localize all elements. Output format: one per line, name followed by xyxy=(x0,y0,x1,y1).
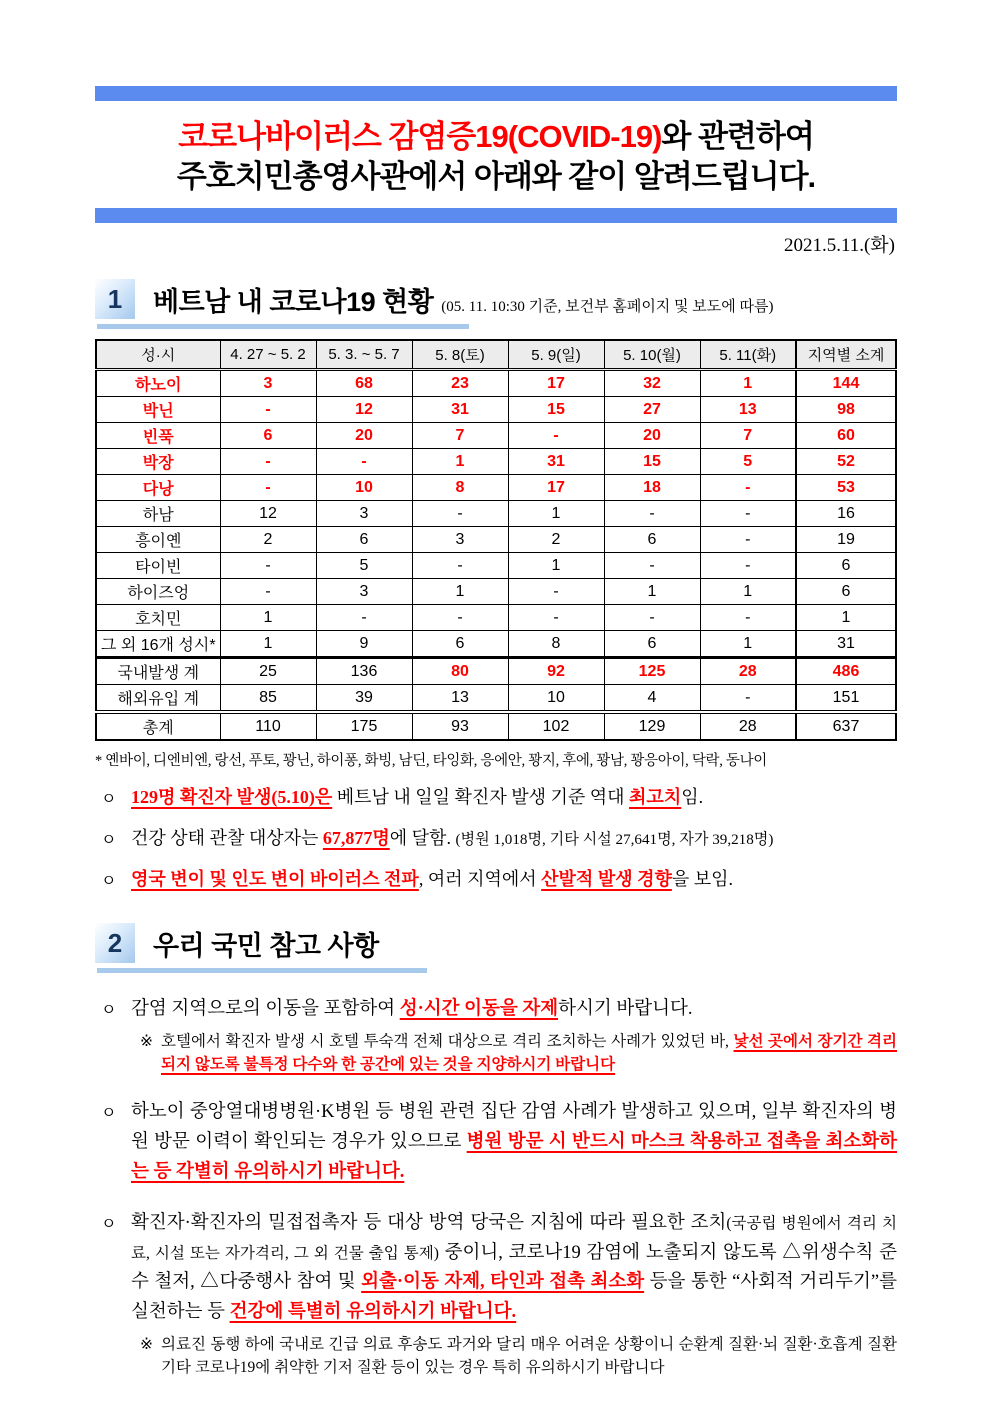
value-cell: 3 xyxy=(220,370,316,397)
region-label-cell: 총계 xyxy=(96,712,220,740)
value-cell: 13 xyxy=(700,397,796,423)
value-cell: - xyxy=(220,475,316,501)
value-cell: 7 xyxy=(700,423,796,449)
text-segment: 하시기 바랍니다. xyxy=(558,999,693,1020)
value-cell: 144 xyxy=(796,370,896,397)
value-cell: 175 xyxy=(316,712,412,740)
value-cell: 39 xyxy=(316,685,412,713)
value-cell: 68 xyxy=(316,370,412,397)
section2-number-badge: 2 xyxy=(95,923,135,963)
region-label-cell: 그 외 16개 성시* xyxy=(96,631,220,658)
section1-title: 베트남 내 코로나19 현황 xyxy=(153,286,434,317)
table-row xyxy=(96,449,896,475)
value-cell: 12 xyxy=(316,397,412,423)
section2-title: 우리 국민 참고 사항 xyxy=(153,930,379,961)
value-cell: 1 xyxy=(412,449,508,475)
value-cell: - xyxy=(604,501,700,527)
covid-cases-table xyxy=(95,339,897,741)
text-segment: 확진자·확진자의 밀접접촉자 등 대상 방역 당국은 지침에 따라 필요한 조치 xyxy=(131,1213,727,1234)
value-cell: 28 xyxy=(700,712,796,740)
text-segment: 영국 변이 및 인도 변이 바이러스 전파 xyxy=(131,869,419,890)
value-cell: 2 xyxy=(220,527,316,553)
text-segment: (병원 1,018명, 기타 시설 27,641명, 자가 39,218명) xyxy=(455,832,774,849)
section1-number-badge: 1 xyxy=(95,279,135,319)
value-cell: - xyxy=(316,605,412,631)
table-header-cell: 5. 10(월) xyxy=(604,340,700,370)
text-segment: 임. xyxy=(681,787,704,808)
value-cell: 1 xyxy=(796,605,896,631)
value-cell: 60 xyxy=(796,423,896,449)
value-cell: - xyxy=(508,605,604,631)
region-label-cell: 타이빈 xyxy=(96,553,220,579)
value-cell: 18 xyxy=(604,475,700,501)
bullet-marker: ㅇ xyxy=(101,791,117,809)
value-cell: - xyxy=(220,579,316,605)
value-cell: 80 xyxy=(412,658,508,685)
value-cell: 25 xyxy=(220,658,316,685)
value-cell: 17 xyxy=(508,370,604,397)
table-row xyxy=(96,712,896,740)
value-cell: 15 xyxy=(508,397,604,423)
value-cell: 19 xyxy=(796,527,896,553)
top-blue-bar xyxy=(95,86,897,101)
section2-underline xyxy=(97,968,427,973)
value-cell: 1 xyxy=(220,631,316,658)
value-cell: 15 xyxy=(604,449,700,475)
bullet-item xyxy=(95,784,897,811)
value-cell: 102 xyxy=(508,712,604,740)
text-segment: 에 달함. xyxy=(389,828,456,849)
value-cell: 125 xyxy=(604,658,700,685)
value-cell: 6 xyxy=(796,579,896,605)
table-header-cell: 4. 27 ~ 5. 2 xyxy=(220,340,316,370)
bullet-marker: ㅇ xyxy=(101,832,117,850)
banner-title-line-2 xyxy=(95,157,897,197)
value-cell: 85 xyxy=(220,685,316,713)
value-cell: 5 xyxy=(316,553,412,579)
table-header-cell: 5. 3. ~ 5. 7 xyxy=(316,340,412,370)
table-header-cell: 성·시 xyxy=(96,340,220,370)
text-segment: 낯선 곳에서 장기간 격리되지 않도록 불특정 다수와 한 공간에 있는 것을 지양하시기 바랍니다 xyxy=(161,1032,897,1074)
value-cell: 13 xyxy=(412,685,508,713)
bullet-text xyxy=(131,1209,897,1379)
text-segment: , 여러 지역에서 xyxy=(418,869,542,890)
value-cell: 1 xyxy=(508,553,604,579)
value-cell: 16 xyxy=(796,501,896,527)
value-cell: - xyxy=(508,423,604,449)
value-cell: 32 xyxy=(604,370,700,397)
value-cell: - xyxy=(316,449,412,475)
value-cell: 27 xyxy=(604,397,700,423)
bullet-text xyxy=(131,995,897,1076)
region-label-cell: 호치민 xyxy=(96,605,220,631)
value-cell: 6 xyxy=(604,527,700,553)
region-label-cell: 국내발생 계 xyxy=(96,658,220,685)
text-segment: 호텔에서 확진자 발생 시 호텔 투숙객 전체 대상으로 격리 조치하는 사례가 있었던 바, xyxy=(161,1032,734,1050)
value-cell: 637 xyxy=(796,712,896,740)
value-cell: 3 xyxy=(316,501,412,527)
value-cell: 6 xyxy=(412,631,508,658)
bullet-text xyxy=(131,825,897,852)
value-cell: 7 xyxy=(412,423,508,449)
value-cell: 151 xyxy=(796,685,896,713)
text-segment: 코로나바이러스 감염증19(COVID-19) xyxy=(178,119,662,154)
value-cell: 3 xyxy=(316,579,412,605)
table-row xyxy=(96,553,896,579)
table-header-cell: 5. 9(일) xyxy=(508,340,604,370)
text-segment: 67,877명 xyxy=(322,828,390,849)
table-header-cell: 5. 11(화) xyxy=(700,340,796,370)
bullet-item xyxy=(95,825,897,852)
bullet-marker: ㅇ xyxy=(101,1002,117,1020)
value-cell: 136 xyxy=(316,658,412,685)
table-footnote: * 옌바이, 디엔비엔, 랑선, 푸토, 꽝닌, 하이퐁, 화빙, 남딘, 타잉화, 응에안, 꽝지, 후에, 꽝남, 꽝응아이, 닥락, 동나이 xyxy=(95,753,768,770)
value-cell: 1 xyxy=(604,579,700,605)
bullet-text xyxy=(131,784,897,811)
value-cell: - xyxy=(700,475,796,501)
value-cell: 28 xyxy=(700,658,796,685)
text-segment: 성·시간 이동을 자제 xyxy=(399,999,559,1020)
value-cell: 6 xyxy=(220,423,316,449)
value-cell: 8 xyxy=(508,631,604,658)
value-cell: - xyxy=(220,397,316,423)
text-segment: 하노이 중앙열대병병원·K병원 등 병원 관련 집단 감염 사례가 발생하고 있으며, 일부 확진자의 병원 방문 이력이 확인되는 경우가 있으므로 xyxy=(131,1102,897,1153)
section1-heading xyxy=(95,279,897,329)
value-cell: 10 xyxy=(316,475,412,501)
table-row xyxy=(96,631,896,658)
value-cell: - xyxy=(604,605,700,631)
bottom-blue-bar xyxy=(95,208,897,223)
text-segment: 외출·이동 자제, 타인과 접촉 최소화 xyxy=(361,1272,645,1293)
subnote-text xyxy=(161,1030,897,1077)
notice-banner xyxy=(95,117,897,196)
table-row xyxy=(96,605,896,631)
region-label-cell: 하이즈엉 xyxy=(96,579,220,605)
bullet-item xyxy=(95,866,897,893)
bullet-subnote xyxy=(131,1030,897,1077)
table-header-cell: 5. 8(토) xyxy=(412,340,508,370)
document-date: 2021.5.11.(화) xyxy=(783,235,895,257)
value-cell: 1 xyxy=(700,631,796,658)
value-cell: - xyxy=(700,605,796,631)
value-cell: 1 xyxy=(700,579,796,605)
value-cell: 92 xyxy=(508,658,604,685)
table-row xyxy=(96,527,896,553)
subnote-marker: ※ xyxy=(140,1335,153,1353)
bullet-text xyxy=(131,866,897,893)
text-segment: 건강 상태 관찰 대상자는 xyxy=(131,828,323,849)
section1-underline xyxy=(97,324,469,329)
value-cell: 1 xyxy=(412,579,508,605)
value-cell: 52 xyxy=(796,449,896,475)
value-cell: 9 xyxy=(316,631,412,658)
table-row xyxy=(96,579,896,605)
text-segment: 을 보임. xyxy=(671,869,734,890)
value-cell: 110 xyxy=(220,712,316,740)
banner-title-line-1 xyxy=(95,117,897,157)
value-cell: 31 xyxy=(508,449,604,475)
value-cell: 53 xyxy=(796,475,896,501)
value-cell: - xyxy=(700,553,796,579)
value-cell: 486 xyxy=(796,658,896,685)
region-label-cell: 박닌 xyxy=(96,397,220,423)
value-cell: 20 xyxy=(316,423,412,449)
section1-source-note: (05. 11. 10:30 기준, 보건부 홈페이지 및 보도에 따름) xyxy=(441,299,774,316)
bullet-item xyxy=(95,995,897,1076)
value-cell: 1 xyxy=(700,370,796,397)
value-cell: - xyxy=(412,605,508,631)
value-cell: - xyxy=(700,501,796,527)
value-cell: 98 xyxy=(796,397,896,423)
bullet-marker: ㅇ xyxy=(101,873,117,891)
value-cell: 23 xyxy=(412,370,508,397)
table-row xyxy=(96,501,896,527)
text-segment: 의료진 동행 하에 국내로 긴급 의료 후송도 과거와 달리 매우 어려운 상황이니 순환계 질환·뇌 질환·호흡계 질환 기타 코로나19에 취약한 기저 질환 등이 있는 경우 특히 유의하시기 바랍니다 xyxy=(161,1335,897,1376)
text-segment: (국공립 병원에서 격리 치료, 시설 또는 자가격리, 그 외 건물 출입 통제) xyxy=(131,1215,898,1262)
text-segment: 건강에 특별히 유의하시기 바랍니다. xyxy=(229,1302,517,1322)
value-cell: - xyxy=(412,553,508,579)
value-cell: 8 xyxy=(412,475,508,501)
value-cell: 1 xyxy=(508,501,604,527)
bullet-subnote xyxy=(131,1333,897,1380)
value-cell: 12 xyxy=(220,501,316,527)
value-cell: - xyxy=(220,553,316,579)
region-label-cell: 박장 xyxy=(96,449,220,475)
text-segment: 129명 확진자 발생(5.10)은 xyxy=(131,787,333,808)
value-cell: - xyxy=(508,579,604,605)
value-cell: - xyxy=(700,527,796,553)
value-cell: - xyxy=(604,553,700,579)
value-cell: 4 xyxy=(604,685,700,713)
text-segment: 중이니, 코로나19 감염에 노출되지 않도록 △위생수칙 준수 철저, △다중행사 참여 및 xyxy=(131,1242,898,1293)
value-cell: 2 xyxy=(508,527,604,553)
value-cell: - xyxy=(220,449,316,475)
value-cell: - xyxy=(700,685,796,713)
text-segment: 감염 지역으로의 이동을 포함하여 xyxy=(131,999,400,1020)
region-label-cell: 하남 xyxy=(96,501,220,527)
value-cell: 10 xyxy=(508,685,604,713)
value-cell: 5 xyxy=(700,449,796,475)
table-header-cell: 지역별 소계 xyxy=(796,340,896,370)
table-row xyxy=(96,397,896,423)
section2-heading xyxy=(95,923,897,973)
text-segment: 산발적 발생 경향 xyxy=(541,869,672,890)
value-cell: 31 xyxy=(796,631,896,658)
text-segment: 주호치민총영사관에서 아래와 같이 알려드립니다. xyxy=(176,158,816,194)
bullet-item xyxy=(95,1098,897,1187)
section1-bullets xyxy=(95,784,897,893)
value-cell: 6 xyxy=(316,527,412,553)
region-label-cell: 다낭 xyxy=(96,475,220,501)
section2-bullets xyxy=(95,995,897,1379)
table-row xyxy=(96,658,896,685)
table-row xyxy=(96,475,896,501)
value-cell: 1 xyxy=(220,605,316,631)
value-cell: 17 xyxy=(508,475,604,501)
text-segment: 와 관련하여 xyxy=(661,119,814,154)
bullet-marker: ㅇ xyxy=(101,1216,117,1234)
text-segment: 베트남 내 일일 확진자 발생 기준 역대 xyxy=(332,787,630,808)
text-segment: 병원 방문 시 반드시 마스크 착용하고 접촉을 최소화하는 등 각별히 유의하시기 바랍니다. xyxy=(131,1132,897,1182)
value-cell: 93 xyxy=(412,712,508,740)
region-label-cell: 흥이옌 xyxy=(96,527,220,553)
table-row xyxy=(96,685,896,713)
region-label-cell: 하노이 xyxy=(96,370,220,397)
value-cell: 3 xyxy=(412,527,508,553)
value-cell: 6 xyxy=(604,631,700,658)
table-row xyxy=(96,370,896,397)
table-header-row xyxy=(96,340,896,370)
bullet-item xyxy=(95,1209,897,1379)
value-cell: 6 xyxy=(796,553,896,579)
value-cell: 20 xyxy=(604,423,700,449)
text-segment: 등을 통한 “사회적 거리두기”를 실천하는 등 xyxy=(131,1272,897,1322)
region-label-cell: 빈푹 xyxy=(96,423,220,449)
value-cell: 129 xyxy=(604,712,700,740)
text-segment: 최고치 xyxy=(629,787,682,808)
bullet-marker: ㅇ xyxy=(101,1105,117,1123)
subnote-text xyxy=(161,1333,897,1380)
subnote-marker: ※ xyxy=(140,1032,153,1050)
value-cell: 31 xyxy=(412,397,508,423)
value-cell: - xyxy=(412,501,508,527)
bullet-text xyxy=(131,1098,897,1187)
region-label-cell: 해외유입 계 xyxy=(96,685,220,713)
table-row xyxy=(96,423,896,449)
